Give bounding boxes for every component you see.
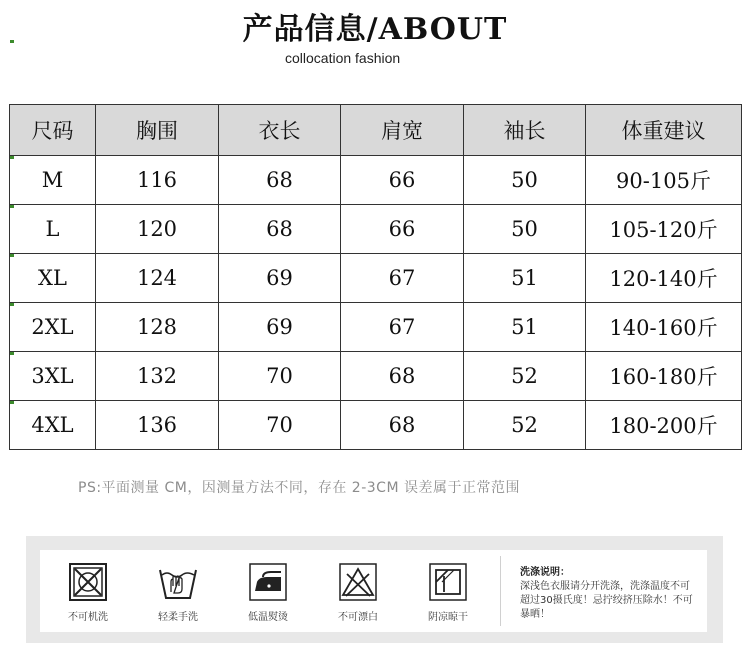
weight-cell: 90-105斤	[586, 156, 742, 205]
size-cell	[10, 205, 96, 254]
shoulder-cell: 68	[341, 352, 464, 401]
shade-dry-icon	[427, 562, 469, 602]
decorative-dot	[10, 401, 14, 404]
measurement-note: PS:平面测量 CM，因测量方法不同，存在 2-3CM 误差属于正常范围	[78, 480, 520, 496]
care-item-no-machine-wash	[58, 562, 118, 623]
shoulder-cell: 68	[341, 401, 464, 450]
wash-instructions-text: 深浅色衣服请分开洗涤，洗涤温度不可超过30摄氏度！忌拧绞挤压除水！不可暴晒！	[520, 581, 693, 620]
column-header-shoulder: 肩宽	[341, 105, 464, 156]
care-label: 不可机洗	[68, 612, 108, 623]
shoulder-cell: 66	[341, 205, 464, 254]
table-row	[10, 401, 742, 450]
weight-cell: 140-160斤	[586, 303, 742, 352]
size-cell	[10, 401, 96, 450]
weight-cell: 160-180斤	[586, 352, 742, 401]
no-machine-wash-icon	[67, 562, 109, 602]
care-item-shade-dry	[418, 562, 478, 623]
chest-cell: 124	[96, 254, 219, 303]
decorative-dot	[10, 303, 14, 306]
length-cell: 70	[219, 352, 341, 401]
cell-text: L	[45, 217, 60, 241]
gentle-hand-wash-icon	[157, 562, 199, 602]
shoulder-cell: 66	[341, 156, 464, 205]
column-header-size: 尺码	[10, 105, 96, 156]
length-cell: 70	[219, 401, 341, 450]
chest-cell: 128	[96, 303, 219, 352]
sleeve-cell: 52	[464, 352, 586, 401]
low-temp-iron-icon	[247, 562, 289, 602]
cell-text: M	[41, 168, 64, 192]
cell-text: 2XL	[31, 315, 74, 339]
care-label: 不可漂白	[338, 612, 378, 623]
weight-cell: 105-120斤	[586, 205, 742, 254]
size-table-header-row	[10, 105, 742, 156]
table-row	[10, 205, 742, 254]
decorative-dot	[10, 352, 14, 355]
divider	[500, 556, 501, 626]
no-bleach-icon	[337, 562, 379, 602]
size-cell	[10, 352, 96, 401]
care-item-low-iron	[238, 562, 298, 623]
chest-cell: 116	[96, 156, 219, 205]
decorative-dot	[10, 205, 14, 208]
shoulder-cell: 67	[341, 303, 464, 352]
size-cell	[10, 254, 96, 303]
cell-text: XL	[38, 266, 67, 290]
sleeve-cell: 52	[464, 401, 586, 450]
sleeve-cell: 50	[464, 205, 586, 254]
column-header-sleeve: 袖长	[464, 105, 586, 156]
decorative-dot	[10, 254, 14, 257]
weight-cell: 180-200斤	[586, 401, 742, 450]
cell-text: 3XL	[31, 364, 74, 388]
sleeve-cell: 51	[464, 303, 586, 352]
wash-instructions-title: 洗涤说明：	[520, 567, 570, 578]
care-item-hand-wash	[148, 562, 208, 623]
table-row	[10, 254, 742, 303]
shoulder-cell: 67	[341, 254, 464, 303]
length-cell: 68	[219, 205, 341, 254]
size-cell	[10, 156, 96, 205]
page-subtitle: collocation fashion	[285, 50, 401, 66]
chest-cell: 120	[96, 205, 219, 254]
column-header-length: 衣长	[219, 105, 341, 156]
decorative-dot	[10, 156, 14, 159]
column-header-weight: 体重建议	[586, 105, 742, 156]
chest-cell: 136	[96, 401, 219, 450]
column-header-chest: 胸围	[96, 105, 219, 156]
care-label: 低温熨烫	[248, 612, 288, 623]
length-cell: 69	[219, 303, 341, 352]
length-cell: 69	[219, 254, 341, 303]
table-row	[10, 156, 742, 205]
size-cell	[10, 303, 96, 352]
table-row	[10, 303, 742, 352]
weight-cell: 120-140斤	[586, 254, 742, 303]
page-title: 产品信息/ABOUT	[242, 12, 508, 47]
cell-text: 4XL	[31, 413, 74, 437]
care-label: 阴凉晾干	[428, 612, 468, 623]
care-label: 轻柔手洗	[158, 612, 198, 623]
length-cell: 68	[219, 156, 341, 205]
sleeve-cell: 51	[464, 254, 586, 303]
chest-cell: 132	[96, 352, 219, 401]
decorative-dot	[10, 40, 14, 43]
care-item-no-bleach	[328, 562, 388, 623]
size-table	[9, 104, 742, 450]
table-row	[10, 352, 742, 401]
sleeve-cell: 50	[464, 156, 586, 205]
